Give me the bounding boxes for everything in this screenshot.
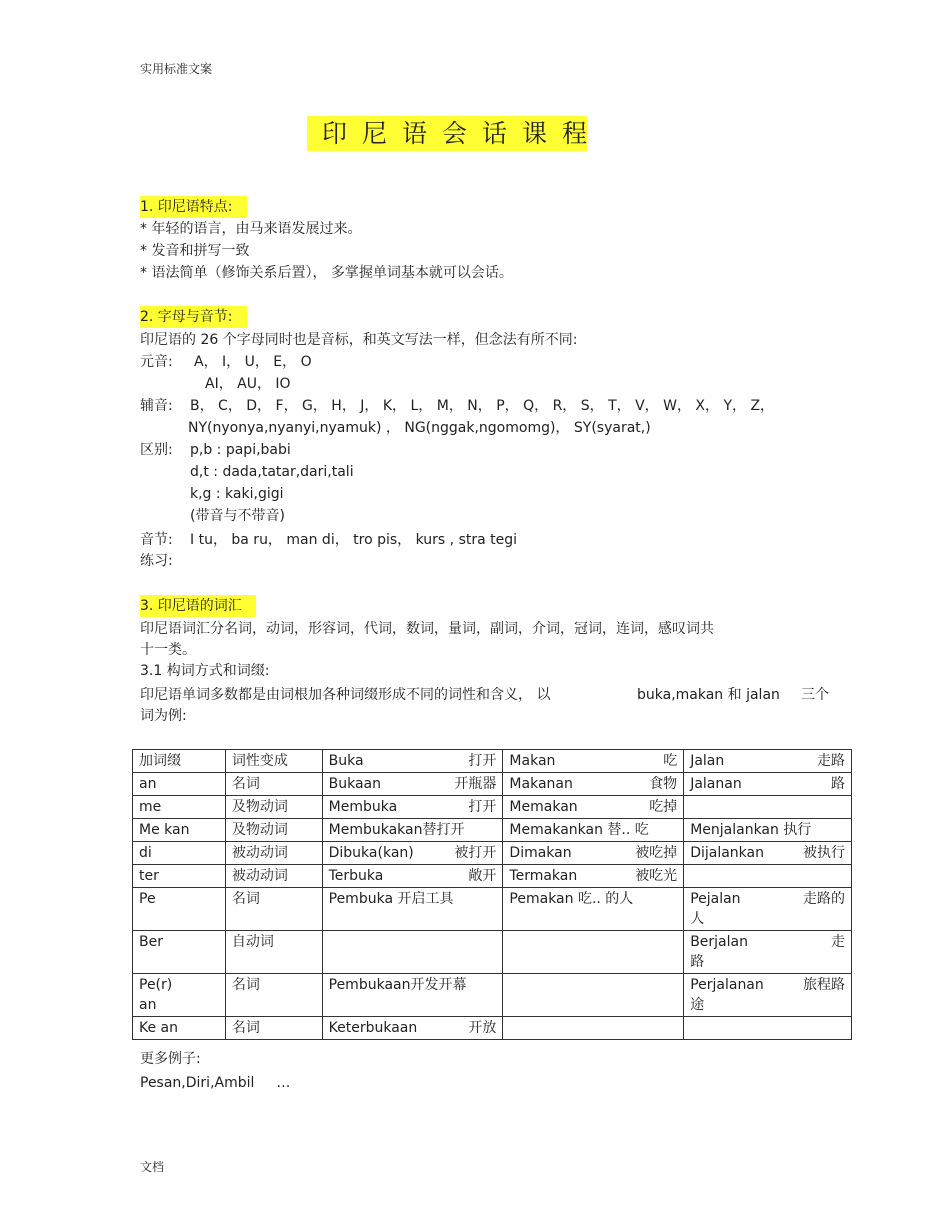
table-row [133,773,852,796]
affix-text: di [139,845,152,861]
diff-label: 区别: [140,442,173,458]
jalan-cell [684,1017,852,1040]
meaning-text: 走 [831,934,845,950]
table-row [133,974,852,1017]
meaning-text: 走路 [817,753,845,769]
table-row [133,888,852,931]
affix-text: an [139,776,157,792]
makan-cell [503,796,684,819]
meaning-text: 被执行 [803,845,845,861]
word-text: Pemakan 吃.. 的人 [509,891,634,907]
makan-cell [503,888,684,931]
table-row [133,819,852,842]
diff-item: d,t : dada,tatar,dari,tali [190,464,354,480]
affix-cell [133,750,226,773]
affix-cell [133,819,226,842]
table-row [133,1017,852,1040]
section3-desc-words: buka,makan 和 jalan [637,687,780,703]
makan-cell [503,842,684,865]
diff-item: k,g : kaki,gigi [190,486,284,502]
meaning-text: 走路的 [803,891,845,907]
jalan-cell [684,819,852,842]
jalan-cell [684,888,852,931]
word-text: Dibuka(kan) [328,845,414,861]
word-text: Termakan [509,868,578,884]
word-text: Perjalanan [690,977,764,993]
word-text: Membuka [328,799,398,815]
word-text: Dimakan [509,845,572,861]
meaning-text: 被吃光 [635,868,678,884]
affix-text: Ke an [139,1020,178,1036]
buka-cell [322,819,503,842]
jalan-cell [684,773,852,796]
buka-cell [322,865,503,888]
buka-cell [322,974,503,1017]
affix-text: me [139,799,162,815]
meaning-text: 被吃掉 [635,845,678,861]
affix-text: Me kan [139,822,190,838]
meaning-text: 敞开 [468,868,497,884]
affix-text: Pe(r) [139,977,173,993]
meaning-text: 吃 [663,753,678,769]
page-footer: 文档 [140,1160,165,1174]
affix-text: 加词缀 [139,753,181,769]
word-text: Pembuka 开启工具 [328,891,454,907]
affix-cell [133,931,226,974]
pos-cell: 及物动词 [225,796,322,819]
word-text: Pembukaan开发开幕 [328,977,467,993]
affix-cell [133,842,226,865]
makan-cell [503,931,684,974]
pos-cell: 名词 [225,974,322,1017]
makan-cell [503,773,684,796]
diff-item: (带音与不带音) [190,508,285,524]
word-text: Dijalankan [690,845,764,861]
affix-text: an [139,997,157,1013]
meaning-text: 路 [831,776,845,792]
vowel-label: 元音: [140,354,173,370]
jalan-cell [684,974,852,1017]
table-row [133,842,852,865]
meaning-text: 食物 [649,776,678,792]
diff-item: p,b : papi,babi [190,442,291,458]
consonants: B， C， D， F， G， H， J， K， L， M， N， P， Q， R， S， T， V， W， X， Y， Z， [190,398,775,414]
syllables: I tu， ba ru， man di， tro pis， kurs , stra tegi [190,532,518,548]
vowels: A， I， U， E， O [194,354,312,370]
pos-cell: 被动动词 [225,865,322,888]
buka-cell [322,842,503,865]
word-text: Memakankan 替.. 吃 [509,822,649,838]
word-text: Makanan [509,776,573,792]
word-text: Berjalan [690,934,748,950]
makan-cell [503,865,684,888]
meaning-text: 开放 [468,1020,497,1036]
buka-cell [322,750,503,773]
buka-cell [322,888,503,931]
makan-cell [503,819,684,842]
meaning-text: 旅程路 [803,977,845,993]
word-text: Makan [509,753,556,769]
section2-heading: 2. 字母与音节: [140,306,247,328]
affix-text: ter [139,868,159,884]
more-examples-label: 更多例子: [140,1051,201,1067]
page-header: 实用标准文案 [140,62,213,76]
section1-bullet: * 语法简单（修饰关系后置）， 多掌握单词基本就可以会话。 [140,265,513,281]
affix-cell [133,1017,226,1040]
more-examples: Pesan,Diri,Ambil … [140,1075,291,1091]
jalan-cell [684,842,852,865]
pos-cell: 自动词 [225,931,322,974]
section3-intro: 印尼语词汇分名词，动词，形容词，代词，数词，量词，副词，介词，冠词，连词，感叹词共 [140,621,714,637]
buka-cell [322,773,503,796]
pos-cell: 名词 [225,888,322,931]
section1-bullet: * 年轻的语言，由马来语发展过来。 [140,221,362,237]
practice-label: 练习: [140,553,173,569]
page-title: 印尼语会话课程 [307,116,587,151]
section3-desc-cont: 词为例: [140,708,187,724]
meaning-text: 被打开 [454,845,497,861]
word-text: Jalanan [690,776,742,792]
meaning-cont: 途 [690,997,705,1013]
table-row [133,865,852,888]
meaning-text: 打开 [468,753,497,769]
section3-intro-cont: 十一类。 [140,642,196,658]
pos-cell: 被动动词 [225,842,322,865]
meaning-text: 打开 [468,799,497,815]
makan-cell [503,1017,684,1040]
table-row [133,931,852,974]
consonants-2: NY(nyonya,nyanyi,nyamuk) ， NG(nggak,ngomomg)， SY(syarat,) [188,420,651,436]
section1-heading: 1. 印尼语特点: [140,196,247,218]
meaning-text: 开瓶器 [454,776,497,792]
word-text: Terbuka [328,868,384,884]
meaning-cont: 人 [690,911,705,927]
jalan-cell [684,865,852,888]
word-text: Pejalan [690,891,741,907]
word-text: Menjalankan 执行 [690,822,812,838]
affix-cell [133,796,226,819]
word-text: Buka [328,753,364,769]
section2-intro: 印尼语的 26 个字母同时也是音标，和英文写法一样，但念法有所不同: [140,332,578,348]
word-text: Keterbukaan [328,1020,418,1036]
pos-cell: 词性变成 [225,750,322,773]
buka-cell [322,931,503,974]
table-row [133,750,852,773]
affix-cell [133,773,226,796]
affix-cell [133,974,226,1017]
meaning-cont: 路 [690,954,705,970]
section3-heading: 3. 印尼语的词汇 [140,595,256,617]
affix-text: Pe [139,891,156,907]
buka-cell [322,796,503,819]
affix-text: Ber [139,934,163,950]
jalan-cell [684,750,852,773]
word-text: Membukakan替打开 [328,822,465,838]
jalan-cell [684,796,852,819]
pos-cell: 名词 [225,773,322,796]
word-text: Memakan [509,799,578,815]
word-text: Bukaan [328,776,381,792]
buka-cell [322,1017,503,1040]
section1-bullet: * 发音和拼写一致 [140,243,250,259]
section3-subheading: 3.1 构词方式和词缀: [140,663,270,679]
makan-cell [503,974,684,1017]
affix-cell [133,888,226,931]
jalan-cell [684,931,852,974]
pos-cell: 名词 [225,1017,322,1040]
syllable-label: 音节: [140,532,173,548]
table-row [133,796,852,819]
section3-desc: 印尼语单词多数都是由词根加各种词缀形成不同的词性和含义， 以 [140,687,551,703]
consonant-label: 辅音: [140,398,173,414]
pos-cell: 及物动词 [225,819,322,842]
makan-cell [503,750,684,773]
affix-cell [133,865,226,888]
diphthongs: AI， AU， IO [205,376,291,392]
word-text: Jalan [690,753,725,769]
affix-table [132,749,852,1040]
meaning-text: 吃掉 [649,799,678,815]
section3-desc-end: 三个 [801,687,829,703]
